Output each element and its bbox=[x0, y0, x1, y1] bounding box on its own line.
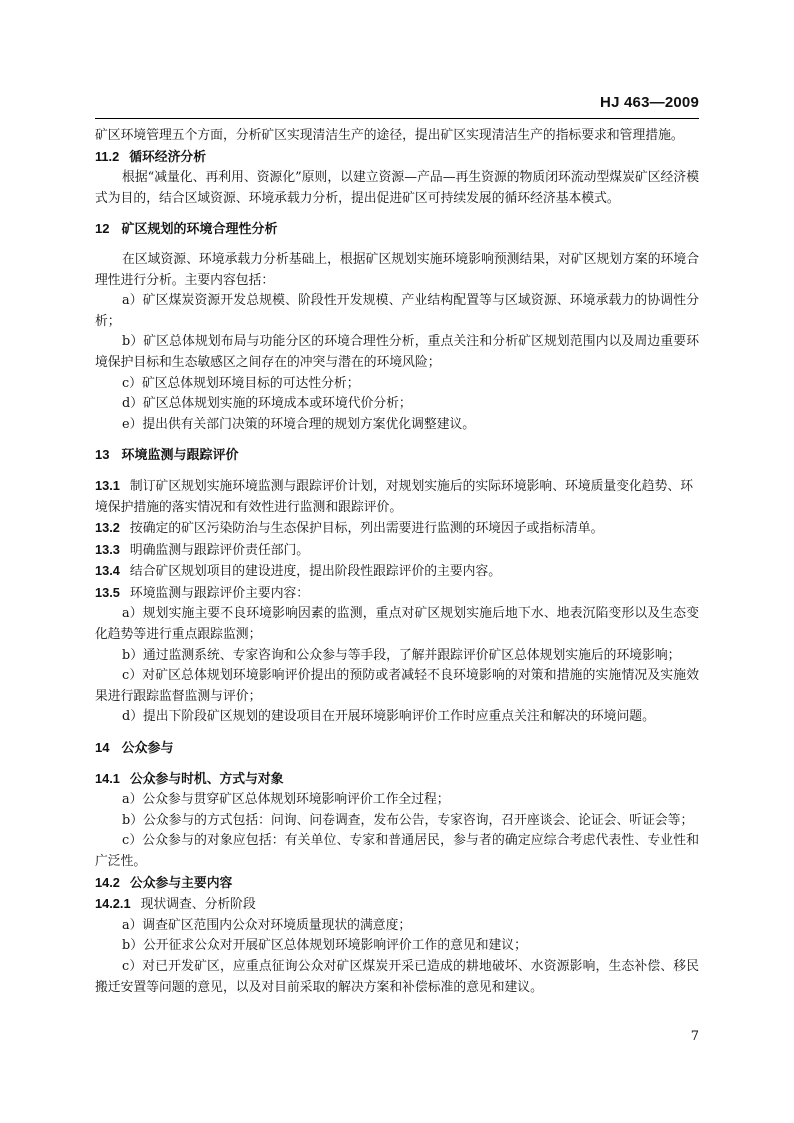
section-number: 11.2 bbox=[95, 148, 120, 164]
clause-text: 按确定的矿区污染防治与生态保护目标，列出需要进行监测的环境因子或指标清单。 bbox=[129, 521, 604, 537]
clause-number: 13.5 bbox=[95, 584, 120, 600]
clause-number: 14.2.1 bbox=[95, 896, 131, 912]
clause-title: 现状调查、分析阶段 bbox=[140, 897, 256, 913]
list-item: c）对矿区总体规划环境影响评价提出的预防或者减轻不良环境影响的对策和措施的实施情况及实施效果进行跟踪监督监测与评价； bbox=[95, 668, 699, 704]
list-item: b）公开征求公众对开展矿区总体规划环境影响评价工作的意见和建议； bbox=[122, 938, 527, 954]
section-number: 12 bbox=[95, 221, 110, 237]
list-item: c）矿区总体规划环境目标的可达性分析； bbox=[122, 375, 360, 391]
clause-title: 公众参与时机、方式与对象 bbox=[129, 770, 284, 786]
section-12-heading bbox=[95, 219, 699, 240]
list-item: e）提出供有关部门决策的环境合理的规划方案优化调整建议。 bbox=[122, 416, 476, 432]
list-item: c）公众参与的对象应包括：有关单位、专家和普通居民，参与者的确定应综合考虑代表性、专业性和广泛性。 bbox=[95, 833, 699, 869]
section-12-intro: 在区域资源、环境承载力分析基础上，根据矿区规划实施环境影响预测结果，对矿区规划方案的环境合理性进行分析。主要内容包括： bbox=[95, 251, 699, 288]
standard-code: HJ 463—2009 bbox=[600, 94, 699, 111]
clause-text: 结合矿区规划项目的建设进度，提出阶段性跟踪评价的主要内容。 bbox=[129, 564, 502, 580]
clause-13-5 bbox=[95, 583, 699, 605]
section-title: 公众参与 bbox=[121, 740, 174, 756]
clause-number: 14.1 bbox=[95, 770, 120, 786]
clause-number: 13.1 bbox=[95, 477, 120, 493]
section-11-2-heading bbox=[95, 147, 699, 169]
header-rule bbox=[95, 118, 699, 119]
clause-text: 环境监测与跟踪评价主要内容： bbox=[129, 585, 310, 601]
clause-13-4 bbox=[95, 561, 699, 583]
section-title: 循环经济分析 bbox=[129, 148, 206, 164]
section-14-heading bbox=[95, 738, 699, 759]
list-item: a）调查矿区范围内公众对环境质量现状的满意度； bbox=[122, 917, 412, 933]
clause-number: 13.3 bbox=[95, 541, 120, 557]
clause-14-2-heading bbox=[95, 873, 699, 895]
list-item: a）公众参与贯穿矿区总体规划环境影响评价工作全过程； bbox=[122, 792, 450, 808]
clause-number: 13.4 bbox=[95, 563, 120, 579]
clause-number: 13.2 bbox=[95, 520, 120, 536]
section-11-2-text: 根据“减量化、再利用、资源化”原则，以建立资源—产品—再生资源的物质闭环流动型煤炭矿区经济模式为目的，结合区域资源、环境承载力分析，提出促进矿区可持续发展的循环经济基本模式。 bbox=[95, 170, 699, 206]
list-item: a）矿区煤炭资源开发总规模、阶段性开发规模、产业结构配置等与区域资源、环境承载力的协调性分析； bbox=[95, 293, 699, 329]
clause-14-2-1-heading bbox=[95, 894, 699, 916]
list-item: d）提出下阶段矿区规划的建设项目在开展环境影响评价工作时应重点关注和解决的环境问题。 bbox=[122, 709, 655, 725]
clause-14-1-heading bbox=[95, 769, 699, 791]
section-title: 矿区规划的环境合理性分析 bbox=[121, 221, 278, 237]
page-content bbox=[95, 126, 699, 998]
clause-number: 14.2 bbox=[95, 874, 120, 890]
clause-title: 公众参与主要内容 bbox=[129, 874, 233, 890]
list-item: c）对已开发矿区，应重点征询公众对矿区煤炭开采已造成的耕地破坏、水资源影响，生态补偿、移民搬迁安置等问题的意见，以及对目前采取的解决方案和补偿标准的意见和建议。 bbox=[95, 958, 699, 995]
section-number: 13 bbox=[95, 447, 110, 463]
clause-text: 制订矿区规划实施环境监测与跟踪评价计划，对规划实施后的实际环境影响、环境质量变化趋势、环境保护措施的落实情况和有效性进行监测和跟踪评价。 bbox=[95, 478, 693, 515]
page-number: 7 bbox=[690, 1029, 699, 1044]
clause-13-1 bbox=[95, 476, 699, 518]
section-number: 14 bbox=[95, 740, 110, 756]
section-13-heading bbox=[95, 445, 699, 466]
clause-13-2 bbox=[95, 518, 699, 540]
clause-13-3 bbox=[95, 540, 699, 562]
list-item: b）矿区总体规划布局与功能分区的环境合理性分析，重点关注和分析矿区规划范围内以及周边重要环境保护目标和生态敏感区之间存在的冲突与潜在的环境风险； bbox=[95, 334, 699, 370]
clause-text: 明确监测与跟踪评价责任部门。 bbox=[129, 542, 310, 558]
list-item: d）矿区总体规划实施的环境成本或环境代价分析； bbox=[122, 396, 412, 412]
list-item: b）通过监测系统、专家咨询和公众参与等手段，了解并跟踪评价矿区总体规划实施后的环境影响； bbox=[122, 647, 681, 663]
continuation-text: 矿区环境管理五个方面，分析矿区实现清洁生产的途径，提出矿区实现清洁生产的指标要求和管理措施。 bbox=[95, 128, 684, 143]
list-item: b）公众参与的方式包括：问询、问卷调查，发布公告，专家咨询，召开座谈会、论证会、听证会等； bbox=[122, 812, 694, 828]
list-item: a）规划实施主要不良环境影响因素的监测，重点对矿区规划实施后地下水、地表沉陷变形以及生态变化趋势等进行重点跟踪监测； bbox=[95, 606, 699, 643]
section-title: 环境监测与跟踪评价 bbox=[121, 447, 239, 463]
